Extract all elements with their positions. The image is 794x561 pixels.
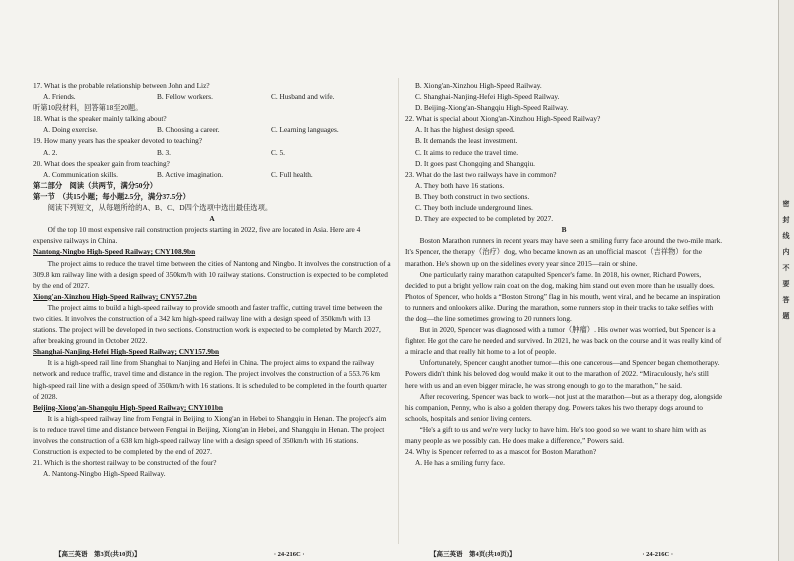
option: A. 2.: [43, 147, 58, 157]
passage-b-paragraph: Unfortunately, Spencer caught another tumor—this one cancerous—and Spencer began chemotherapy. Powers didn't think his beloved dog would make it out to the marathon of 2022. “Miraculously, he's still here with us and an even bigger miracle, he was strong enough to go to the marathon,” he said.: [405, 358, 720, 390]
question-18-options: [33, 124, 391, 135]
railway-3-title: Shanghai-Nanjing-Hefei High-Speed Railway; CNY157.9bn: [33, 347, 220, 357]
question-20-options: [33, 169, 391, 180]
seal-line-notice: 密封线内不要答题: [782, 200, 790, 328]
question-22-option-c: C. It aims to reduce the travel time.: [415, 147, 519, 157]
option: A. Friends.: [43, 92, 76, 102]
question-23-option-b: B. They both construct in two sections.: [415, 191, 530, 201]
option: B. Active imagination.: [157, 169, 224, 179]
railway-3-text: It is a high-speed rail line from Shanghai to Nanjing and Hefei in China. The project aims to expand the railway network and reduce traffic, travel time and distance in the region. The project involves the construction of a 553.76 km high-speed rail line with a design speed of 350km/h with 16 stations. It is scheduled to be completed in the fourth quarter of 2028.: [33, 358, 387, 401]
right-column: [405, 80, 723, 468]
question-22: 22. What is special about Xiong'an-Xinzhou High-Speed Railway?: [405, 114, 601, 124]
railway-4-text: It is a high-speed railway line from Fengtai in Beijing to Xiong'an in Hebei to Shangqiu in Henan. The project's aim is to reduce travel time and distance between Fengtai in Beijing, Xiong'an in Hebei, and Shangqiu in Henan. The project involves the construction of a 638 km high-speed railway line with a design speed of 350km/h with 16 stations. Construction is expected to be completed by the end of 2027.: [33, 413, 387, 457]
question-22-option-a: A. It has the highest design speed.: [415, 125, 515, 135]
railway-1-text: The project aims to reduce the travel time between the cities of Nantong and Ningbo. It involves the construction of a 309.8 km railway line with a design speed of 350km/h with 10 railway stations. Construction is expected to be completed by the end of 2027.: [33, 258, 391, 290]
question-21-option-c: C. Shanghai-Nanjing-Hefei High-Speed Railway.: [415, 92, 560, 102]
question-21-option-a: A. Nantong-Ningbo High-Speed Railway.: [43, 469, 166, 479]
question-23: 23. What do the last two railways have in common?: [405, 169, 557, 179]
question-22-option-d: D. It goes past Chongqing and Shangqiu.: [415, 158, 535, 168]
question-21: 21. Which is the shortest railway to be constructed of the four?: [33, 458, 217, 468]
passage-b-paragraph: One particularly rainy marathon catapulted Spencer's fame. In 2018, his owner, Richard Powers, decided to put a bright yellow rain coat on the dog, making him stand out even more than he usually does. Photos of Spencer, who holds a “Boston Strong” flag in his mouth, went viral, and he became an inspiration to runners and onlookers alike. During the marathon, some runners stop in their tracks to take selfies with the dog—the line sometimes growing to 20 runners long.: [405, 269, 721, 323]
option: B. Choosing a career.: [157, 125, 220, 135]
option: A. Doing exercise.: [43, 125, 98, 135]
page-footer-left: 【高三英语 第3页(共10页)】 · 24-216C ·: [55, 551, 305, 558]
railway-1-title: Nantong-Ningbo High-Speed Railway; CNY108.9bn: [33, 247, 196, 257]
passage-b-paragraph: Boston Marathon runners in recent years may have seen a smiling furry face around the two-mile mark. It's Spencer, the therapy（治疗）dog, who became known as an unofficial mascot（吉祥物）for the marathon. He's shown up on the sidelines every year since 2015—rain or shine.: [405, 236, 723, 268]
question-17-options: [33, 91, 391, 102]
question-21-option-b: B. Xiong'an-Xinzhou High-Speed Railway.: [415, 81, 542, 90]
question-19-options: [33, 147, 391, 158]
question-23-option-c: C. They both include underground lines.: [415, 203, 533, 213]
page-footer-right: 【高三英语 第4页(共10页)】 · 24-216C ·: [430, 551, 674, 558]
option: A. Communication skills.: [43, 169, 118, 179]
railway-4-title: Beijing-Xiong'an-Shangqiu High-Speed Railway; CNY101bn: [33, 402, 223, 412]
option: C. Learning languages.: [271, 125, 339, 135]
railway-2-title: Xiong'an-Xinzhou High-Speed Railway; CNY57.2bn: [33, 291, 197, 301]
railway-2-text: The project aims to build a high-speed railway to provide smooth and faster traffic, cutting travel time between the two cities. It involves the construction of a 342 km high-speed railway line with a design speed of 350km/h with 13 stations. The project will be developed in two sections. Construction work is expected to be completed by March 2027, after breaking ground in October 2022.: [33, 302, 383, 346]
column-divider: [398, 78, 399, 544]
question-22-option-b: B. It demands the least investment.: [415, 136, 518, 146]
question-17: 17. What is the probable relationship between John and Liz?: [33, 81, 210, 90]
left-column: [33, 80, 391, 479]
reading-instruction: 阅读下列短文，从每题所给的A、B、C、D四个选项中选出最佳选项。: [47, 203, 273, 213]
passage-a-intro: Of the top 10 most expensive rail construction projects starting in 2022, five are located in Asia. Here are 4 expensive railways in China.: [33, 225, 361, 246]
question-23-option-d: D. They are expected to be completed by 2027.: [415, 214, 554, 224]
question-19: 19. How many years has the speaker devoted to teaching?: [33, 136, 202, 146]
option: C. Full health.: [271, 169, 313, 179]
option: C. Husband and wife.: [271, 92, 335, 102]
question-24: 24. Why is Spencer referred to as a mascot for Boston Marathon?: [405, 447, 597, 457]
passage-b-label: B: [561, 225, 567, 235]
passage-b-paragraph: “He's a gift to us and we're very lucky to have him. He's too good so we want to share him with as many people as we possibly can. He does make a difference,” Powers said.: [405, 424, 707, 445]
question-18: 18. What is the speaker mainly talking about?: [33, 114, 167, 124]
question-23-option-a: A. They both have 16 stations.: [415, 180, 505, 190]
passage-b-paragraph: But in 2020, Spencer was diagnosed with a tumor（肿瘤）. His owner was worried, but Spencer is a fighter. He got the care he needed and survived. In 2021, he was back on the course and it was really kind of a miracle and that really hit home to a lot of people.: [405, 325, 722, 357]
question-21-option-d: D. Beijing-Xiong'an-Shangqiu High-Speed Railway.: [415, 103, 569, 113]
option: B. Fellow workers.: [157, 92, 213, 102]
listening-note: 听第10段材料，回答第18至20题。: [33, 103, 143, 113]
question-20: 20. What does the speaker gain from teaching?: [33, 158, 170, 168]
question-24-option-a: A. He has a smiling furry face.: [415, 458, 505, 468]
part-2-heading: 第二部分 阅读（共两节，满分50分）: [33, 180, 158, 190]
passage-b-paragraph: After recovering, Spencer was back to work—not just at the marathon—but as a therapy dog, alongside his companion, Penny, who is also a golden therapy dog. Powers takes his two therapy dogs around to schools, hospitals and senior living centers.: [405, 391, 723, 423]
section-1-heading: 第一节 （共15小题；每小题2.5分，满分37.5分）: [33, 191, 190, 201]
option: B. 3.: [157, 147, 171, 157]
option: C. 5.: [271, 147, 285, 157]
passage-a-label: A: [209, 214, 215, 224]
